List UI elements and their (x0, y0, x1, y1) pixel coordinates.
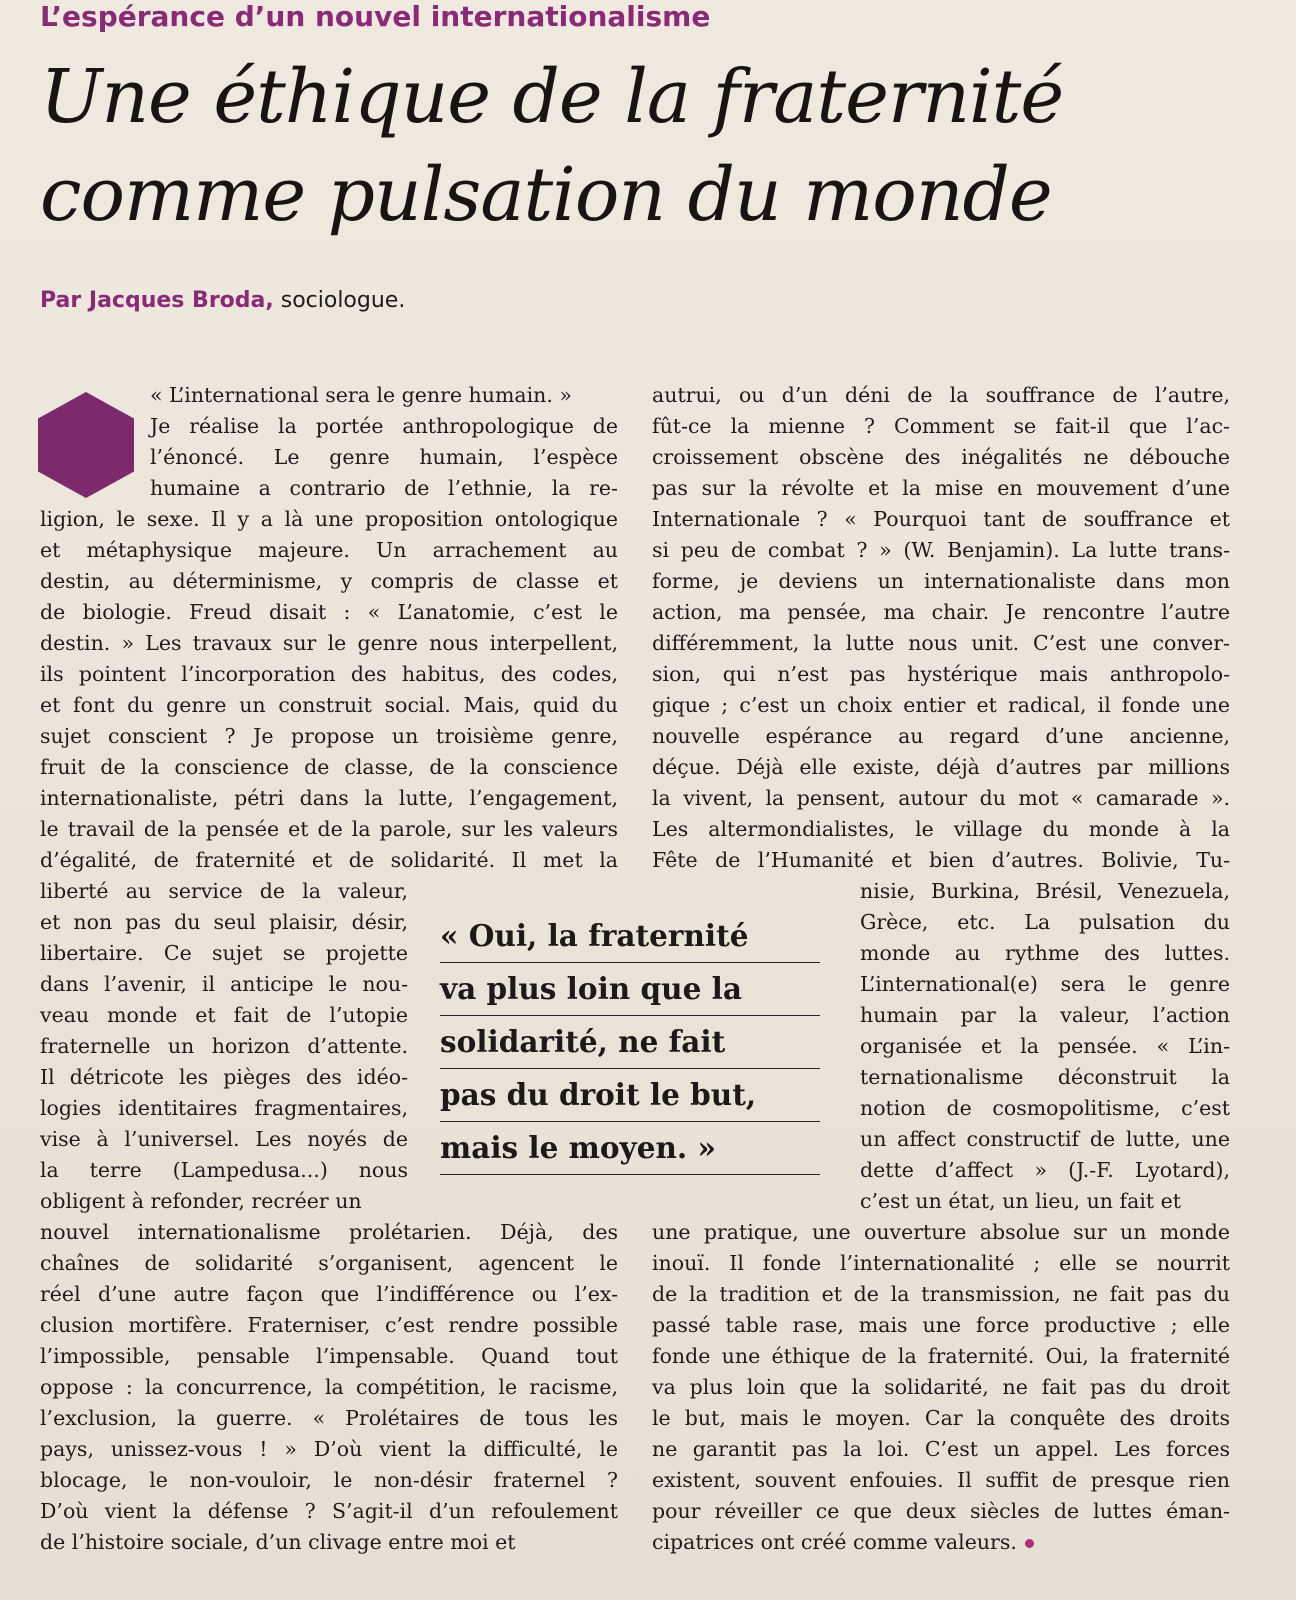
body-line: Les altermondialistes, le village du monde à la (652, 817, 1230, 841)
body-line: forme, je deviens un internationaliste dans mon (652, 569, 1230, 593)
body-line: passé table rase, mais une force productive ; elle (652, 1313, 1230, 1337)
body-line: internationaliste, pétri dans la lutte, l’engagement, (40, 786, 618, 810)
body-line: c’est un état, un lieu, un fait et (860, 1189, 1182, 1213)
body-line: croissement obscène des inégalités ne débouche (652, 445, 1230, 469)
end-mark-icon (1025, 1539, 1034, 1548)
headline (40, 48, 1200, 244)
body-line: chaînes de solidarité s’organisent, agencent le (40, 1251, 618, 1275)
body-line: pays, unissez-vous ! » D’où vient la difficulté, le (40, 1437, 618, 1461)
body-line: existent, souvent enfouies. Il suffit de presque rien (652, 1468, 1230, 1492)
body-line: action, ma pensée, ma chair. Je rencontre l’autre (652, 600, 1230, 624)
byline-role: sociologue. (273, 288, 406, 313)
body-line: sujet conscient ? Je propose un troisième genre, (40, 724, 618, 748)
body-line: gique ; c’est un choix entier et radical, il fonde une (652, 693, 1230, 717)
headline-line-2: comme pulsation du monde (40, 152, 1052, 238)
body-line: blocage, le non-vouloir, le non-désir fraternel ? (40, 1468, 618, 1492)
body-line: Grèce, etc. La pulsation du (860, 910, 1230, 934)
body-line: fruit de la conscience de classe, de la conscience (40, 755, 618, 779)
body-line: nouvelle espérance au regard d’une ancienne, (652, 724, 1230, 748)
body-line: ne garantit pas la loi. C’est un appel. Les forces (652, 1437, 1230, 1461)
body-line: humaine a contrario de l’ethnie, la re- (150, 476, 618, 500)
body-line: Il détricote les pièges des idéo- (40, 1065, 408, 1089)
body-line: et non pas du seul plaisir, désir, (40, 910, 408, 934)
body-line: oppose : la concurrence, la compétition, le racisme, (40, 1375, 618, 1399)
body-line: fraternelle un horizon d’attente. (40, 1034, 408, 1058)
body-line: cipatrices ont créé comme valeurs. (652, 1527, 1230, 1558)
body-line: pas sur la révolte et la mise en mouvement d’une (652, 476, 1230, 500)
body-line: la vivent, la pensent, autour du mot « camarade ». (652, 786, 1230, 810)
body-line: dette d’affect » (J.-F. Lyotard), (860, 1158, 1230, 1182)
pull-quote-line: solidarité, ne fait (440, 1016, 820, 1069)
body-line: Je réalise la portée anthropologique de (150, 414, 618, 438)
body-line: le but, mais le moyen. Car la conquête des droits (652, 1406, 1230, 1430)
pull-quote-line: pas du droit le but, (440, 1069, 820, 1122)
body-line: l’énoncé. Le genre humain, l’espèce (150, 445, 618, 469)
body-line: l’exclusion, la guerre. « Prolétaires de tous les (40, 1406, 618, 1430)
byline (40, 286, 405, 316)
pull-quote (440, 910, 820, 1175)
body-line: le travail de la pensée et de la parole, sur les valeurs (40, 817, 618, 841)
body-line: pour réveiller ce que deux siècles de luttes éman- (652, 1499, 1230, 1523)
body-line: destin. » Les travaux sur le genre nous interpellent, (40, 631, 618, 655)
body-line: logies identitaires fragmentaires, (40, 1096, 408, 1120)
body-line: et métaphysique majeure. Un arrachement au (40, 538, 618, 562)
body-line: dans l’avenir, il anticipe le nou- (40, 972, 408, 996)
body-line: D’où vient la défense ? S’agit-il d’un refoulement (40, 1499, 618, 1523)
body-line: nouvel internationalisme prolétarien. Déjà, des (40, 1220, 618, 1244)
body-line: déçue. Déjà elle existe, déjà d’autres par millions (652, 755, 1230, 779)
pull-quote-line: va plus loin que la (440, 963, 820, 1016)
body-line: différemment, la lutte nous unit. C’est une conver- (652, 631, 1230, 655)
body-line: monde au rythme des luttes. (860, 941, 1230, 965)
body-line: destin, au déterminisme, y compris de classe et (40, 569, 618, 593)
body-line: la terre (Lampedusa...) nous (40, 1158, 408, 1182)
body-line: et font du genre un construit social. Mais, quid du (40, 693, 618, 717)
body-line: ligion, le sexe. Il y a là une proposition ontologique (40, 507, 618, 531)
byline-author: Par Jacques Broda, (40, 288, 274, 313)
body-line: obligent à refonder, recréer un (40, 1189, 362, 1213)
body-line: de biologie. Freud disait : « L’anatomie, c’est le (40, 600, 618, 624)
pull-quote-line: « Oui, la fraternité (440, 910, 820, 963)
body-line: Internationale ? « Pourquoi tant de souffrance et (652, 507, 1230, 531)
body-line: l’impossible, pensable l’impensable. Quand tout (40, 1344, 618, 1368)
body-line: L’international(e) sera le genre (860, 972, 1230, 996)
kicker: L’espérance d’un nouvel internationalisme (40, 0, 711, 33)
body-line: ternationalisme déconstruit la (860, 1065, 1230, 1089)
body-line: « L’international sera le genre humain. » (150, 383, 572, 407)
body-line: de la tradition et de la transmission, ne fait pas du (652, 1282, 1230, 1306)
body-line: nisie, Burkina, Brésil, Venezuela, (860, 879, 1230, 903)
body-line: un affect constructif de lutte, une (860, 1127, 1230, 1151)
body-line: inouï. Il fonde l’internationalité ; elle se nourrit (652, 1251, 1230, 1275)
body-line: fût-ce la mienne ? Comment se fait-il que l’ac- (652, 414, 1230, 438)
body-line: liberté au service de la valeur, (40, 879, 408, 903)
headline-line-1: Une éthique de la fraternité (40, 54, 1064, 140)
body-line: réel d’une autre façon que l’indifférence ou l’ex- (40, 1282, 618, 1306)
body-line: organisée et la pensée. « L’in- (860, 1034, 1230, 1058)
body-line: fonde une éthique de la fraternité. Oui, la fraternité (652, 1344, 1230, 1368)
body-line: autrui, ou d’un déni de la souffrance de l’autre, (652, 383, 1230, 407)
body-line: clusion mortifère. Fraterniser, c’est rendre possible (40, 1313, 618, 1337)
body-line: libertaire. Ce sujet se projette (40, 941, 408, 965)
body-line: une pratique, une ouverture absolue sur un monde (652, 1220, 1230, 1244)
body-line: de l’histoire sociale, d’un clivage entre moi et (40, 1530, 516, 1554)
body-line: d’égalité, de fraternité et de solidarité. Il met la (40, 848, 618, 872)
body-line: sion, qui n’est pas hystérique mais anthropolo- (652, 662, 1230, 686)
body-line: veau monde et fait de l’utopie (40, 1003, 408, 1027)
body-line: notion de cosmopolitisme, c’est (860, 1096, 1230, 1120)
pull-quote-line: mais le moyen. » (440, 1122, 820, 1175)
body-line: vise à l’universel. Les noyés de (40, 1127, 408, 1151)
body-line: ils pointent l’incorporation des habitus, des codes, (40, 662, 618, 686)
body-line: Fête de l’Humanité et bien d’autres. Bolivie, Tu- (652, 848, 1230, 872)
body-line: si peu de combat ? » (W. Benjamin). La lutte trans- (652, 538, 1230, 562)
body-line: va plus loin que la solidarité, ne fait pas du droit (652, 1375, 1230, 1399)
body-line: humain par la valeur, l’action (860, 1003, 1230, 1027)
